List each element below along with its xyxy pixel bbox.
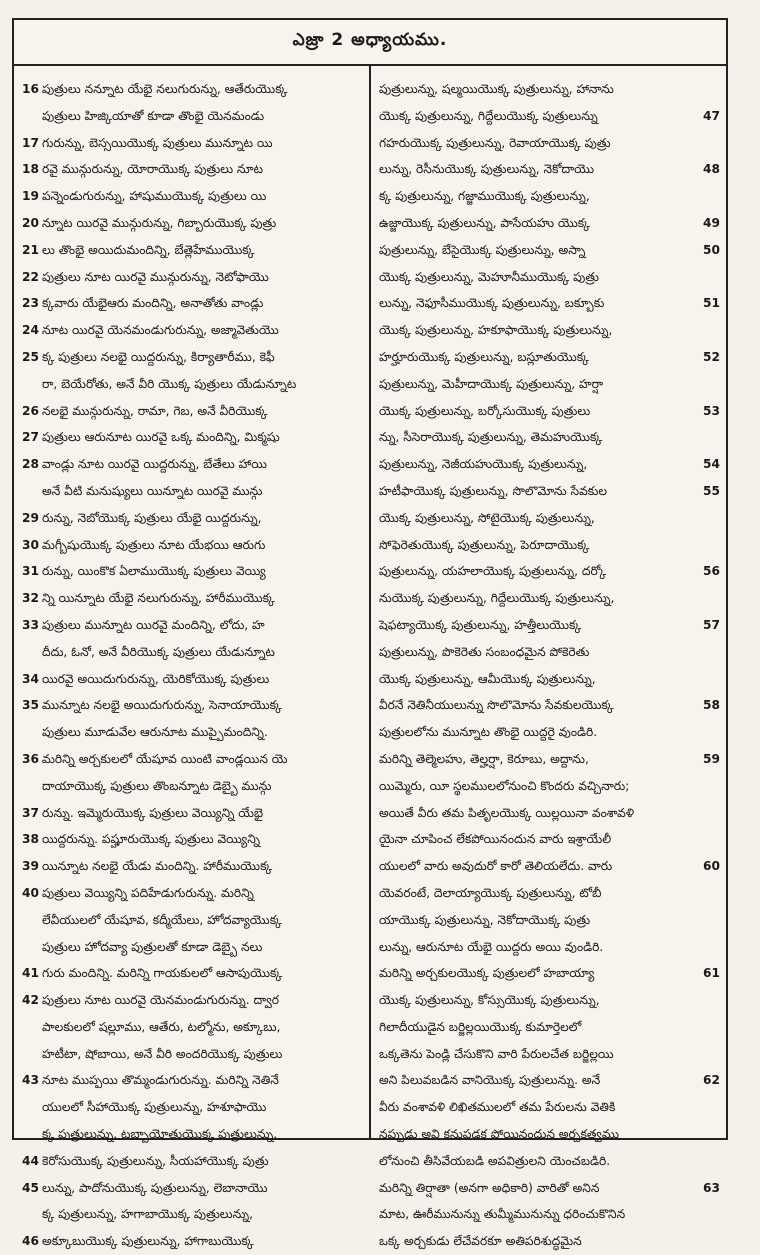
text-line	[22, 773, 363, 800]
verse-text: లున్ను, నెఫూసీముయొక్క పుత్రులున్ను, బక్బూకు	[379, 296, 605, 311]
text-line	[22, 478, 363, 505]
verse-number	[698, 264, 720, 291]
chapter-title: ఎజ్రా 2 అధ్యాయము.	[292, 30, 448, 50]
right-column	[371, 66, 726, 1249]
text-line	[379, 1121, 720, 1148]
text-line	[22, 103, 363, 130]
verse-number: 57	[703, 617, 720, 632]
columns	[14, 66, 726, 1249]
verse-text: యొక్క పుత్రులున్ను, కోస్సుయొక్క పుత్రులున్ను,	[379, 993, 600, 1008]
text-line	[22, 1228, 363, 1255]
verse-text: యొక్క పుత్రులున్ను, సోటైయొక్క పుత్రులున్ను,	[379, 510, 595, 525]
text-line	[379, 76, 720, 103]
verse-text: వాండ్లు నూట యిరవై యిద్దరున్ను, బేతేలు హాయి	[42, 457, 267, 472]
verse-text: యాయొక్క పుత్రులున్ను, నెకోదాయొక్క పుత్రు	[379, 912, 591, 927]
verse-number: 27	[22, 430, 39, 445]
text-line	[379, 424, 720, 451]
text-line	[22, 800, 363, 827]
verse-text: మున్నూట నలభై అయిదుగురున్ను, సెనాయాయొక్క	[42, 698, 282, 713]
text-line	[379, 773, 720, 800]
text-line	[22, 505, 363, 532]
verse-number	[698, 371, 720, 398]
verse-number	[698, 907, 720, 934]
verse-number	[698, 1121, 720, 1148]
verse-number: 33	[22, 617, 39, 632]
verse-text: ఒక్కతెను పెండ్లి చేసుకొని వారి పేరులచేత బర్జిల్లయి	[379, 1046, 614, 1061]
text-line	[379, 666, 720, 693]
text-line	[379, 853, 720, 880]
verse-text: పుత్రులున్ను, పొకెరెతు సంబంధమైన పోకెరెతు	[379, 644, 590, 659]
verse-text: యొక్క పుత్రులున్ను, మెహూనీముయొక్క పుత్రు	[379, 269, 600, 284]
text-line	[379, 1201, 720, 1228]
verse-number: 55	[703, 483, 720, 498]
verse-number: 58	[703, 698, 720, 713]
verse-text: పుత్రులున్ను, యహలాయొక్క పుత్రులున్ను, దర్కో	[379, 564, 607, 579]
verse-number: 51	[703, 296, 720, 311]
verse-text: పుత్రులు మున్నూట యిరవై మందిన్ని, లోదు, హ	[42, 617, 265, 632]
text-line	[379, 290, 720, 317]
text-line	[22, 987, 363, 1014]
verse-text: యులలో వారు అవుదురో కారో తెలియలేదు. వారు	[379, 859, 613, 874]
verse-text: వీరనే నెతినీయులున్ను సొలొమోను సేవకులయొక్క	[379, 698, 614, 713]
verse-number	[22, 773, 42, 800]
verse-text: లు తొంభై అయిదుమందిన్ని, బేత్లెహేముయొక్క	[42, 242, 255, 257]
verse-number	[698, 1014, 720, 1041]
verse-number: 54	[703, 457, 720, 472]
verse-text: పుత్రులలోను మున్నూట తొంభై యిద్దరై వుండిరి.	[379, 725, 598, 740]
verse-number	[698, 826, 720, 853]
verse-text: పుత్రులు మూడువేల ఆరునూట ముప్పైమందిన్ని.	[42, 725, 268, 740]
text-line	[22, 907, 363, 934]
text-line	[22, 880, 363, 907]
verse-text: ఉజ్జాయొక్క పుత్రులున్ను, పాసేయహు యొక్క	[379, 215, 591, 230]
verse-text: షెఫట్యాయొక్క పుత్రులున్ను, హత్తీలుయొక్క	[379, 617, 582, 632]
verse-number: 19	[22, 189, 39, 204]
verse-text: ఒక్క అర్చకుడు లేచేవరకూ అతిపరిశుద్ధమైన	[379, 1234, 582, 1249]
verse-text: నూట యిరవై యెనమండుగురున్ను, అజ్మావెతుయొ	[42, 323, 279, 338]
verse-number	[22, 371, 42, 398]
text-line	[379, 1014, 720, 1041]
verse-number: 23	[22, 296, 39, 311]
verse-number	[698, 987, 720, 1014]
verse-number	[698, 76, 720, 103]
verse-number	[698, 424, 720, 451]
verse-number: 26	[22, 403, 39, 418]
verse-text: న్నూట యిరవై మున్గురున్ను, గిబ్బారుయొక్క పుత్రు	[42, 215, 277, 230]
text-line	[22, 398, 363, 425]
verse-text: పుత్రులు హోదవ్యా పుత్రులతో కూడా డెబ్బై నలు	[42, 939, 263, 954]
verse-number: 60	[703, 859, 720, 874]
text-line	[22, 1175, 363, 1202]
verse-number: 47	[703, 108, 720, 123]
verse-text: లున్ను, ఆరునూట యేభై యిద్దరు అయి వుండిరి.	[379, 939, 604, 954]
text-line	[379, 398, 720, 425]
text-line	[22, 558, 363, 585]
verse-number	[22, 103, 42, 130]
verse-number: 44	[22, 1153, 39, 1168]
text-line	[22, 1201, 363, 1228]
text-line	[379, 934, 720, 961]
verse-number: 31	[22, 564, 39, 579]
text-line	[22, 424, 363, 451]
verse-text: నప్పుడు అవి కనుపడక పోయినందున అర్చకత్వము	[379, 1127, 619, 1142]
verse-number	[698, 317, 720, 344]
verse-text: యెవరంటే, దెలాయ్యాయొక్క పుత్రులున్ను, టోబీ	[379, 885, 602, 900]
verse-number	[22, 907, 42, 934]
text-line	[379, 1041, 720, 1068]
verse-text: క్క పుత్రులున్ను, హగాబాయొక్క పుత్రులున్ను,	[42, 1207, 253, 1222]
verse-number	[698, 1148, 720, 1175]
verse-number	[698, 719, 720, 746]
text-line	[22, 612, 363, 639]
verse-number: 21	[22, 242, 39, 257]
verse-text: యొక్క పుత్రులున్ను, హకూఫాయొక్క పుత్రులున్ను,	[379, 323, 613, 338]
text-line	[22, 1041, 363, 1068]
verse-number	[698, 1041, 720, 1068]
verse-number	[698, 666, 720, 693]
text-line	[22, 264, 363, 291]
left-column	[14, 66, 371, 1249]
verse-text: మరిన్ని తెల్మెలహు, తెల్హర్షా, కెరూబు, అద్దాను,	[379, 751, 589, 766]
verse-number	[698, 1228, 720, 1255]
verse-number: 20	[22, 215, 39, 230]
text-line	[22, 1121, 363, 1148]
text-line	[22, 371, 363, 398]
verse-text: పుత్రులున్ను, బేసైయొక్క పుత్రులున్ను, అస్నా	[379, 242, 586, 257]
verse-text: లున్ను, పాదోనుయొక్క పుత్రులున్ను, లెబానాయొ	[42, 1180, 268, 1195]
verse-number: 22	[22, 269, 39, 284]
text-line	[379, 639, 720, 666]
verse-number: 62	[703, 1073, 720, 1088]
verse-text: అని పిలువబడిన వానియొక్క పుత్రులున్ను. అనే	[379, 1073, 601, 1088]
verse-number	[22, 1094, 42, 1121]
text-line	[22, 237, 363, 264]
verse-text: అనే వీటి మనుష్యులు యిన్నూట యిరవై మున్గు	[42, 483, 263, 498]
text-line	[22, 317, 363, 344]
verse-number: 30	[22, 537, 39, 552]
text-line	[379, 880, 720, 907]
verse-text: సోఫెరెతుయొక్క పుత్రులున్ను, పెరూదాయొక్క	[379, 537, 590, 552]
text-line	[22, 826, 363, 853]
verse-text: కెరోసుయొక్క పుత్రులున్ను, సీయహాయొక్క పుత్రు	[42, 1153, 269, 1168]
verse-text: యొక్క పుత్రులున్ను, గిద్దేలుయొక్క పుత్రులున్ను	[379, 108, 598, 123]
text-line	[379, 130, 720, 157]
text-line	[379, 1175, 720, 1202]
text-line	[22, 692, 363, 719]
verse-number: 34	[22, 671, 39, 686]
verse-number: 36	[22, 751, 39, 766]
text-line	[22, 1014, 363, 1041]
text-line	[379, 344, 720, 371]
verse-text: మరిన్ని తిర్షాతా (అనగా అధికారి) వారితో అనిన	[379, 1180, 600, 1195]
text-line	[379, 558, 720, 585]
verse-text: పుత్రులు ఆరునూట యిరవై ఒక్క మందిన్ని, మిక్మషు	[42, 430, 280, 445]
text-line	[22, 156, 363, 183]
verse-text: న్ను, సీసెరాయొక్క పుత్రులున్ను, తెమహుయొక్క	[379, 430, 603, 445]
text-line	[22, 290, 363, 317]
verse-text: నూట ముప్పయి తొమ్మండుగురున్ను. మరిన్ని నెతినే	[42, 1073, 279, 1088]
verse-text: క్క పుత్రులున్ను, గజ్జాముయొక్క పుత్రులున్ను,	[379, 189, 590, 204]
text-line	[22, 183, 363, 210]
verse-number	[22, 639, 42, 666]
verse-number	[22, 1121, 42, 1148]
verse-text: రున్ను, నెబోయొక్క పుత్రులు యేభై యిద్దరున్ను,	[42, 510, 262, 525]
verse-text: క్క పుత్రులున్ను, టబ్బాయోతుయొక్క పుత్రులున్ను,	[42, 1127, 278, 1142]
verse-number: 46	[22, 1234, 39, 1249]
verse-number: 39	[22, 859, 39, 874]
text-line	[379, 585, 720, 612]
verse-text: వీరు వంశావళి లిఖితములలో తమ పేరులను వెతికి	[379, 1100, 616, 1115]
verse-text: దాయాయొక్క పుత్రులు తొంబన్నూట డెబ్బై మున్గు	[42, 778, 272, 793]
verse-number: 42	[22, 993, 39, 1008]
verse-text: మాట, ఊరీమునున్ను తుమ్మీమునున్ను ధరించుకొనిన	[379, 1207, 626, 1222]
verse-text: పుత్రులు వెయ్యిన్ని పదిహేడుగురున్ను. మరిన్ని	[42, 885, 254, 900]
text-line	[379, 1067, 720, 1094]
verse-number	[22, 1014, 42, 1041]
text-line	[22, 639, 363, 666]
verse-text: పుత్రులు నూట యిరవై మున్గురున్ను, నెటోఫాయొ	[42, 269, 269, 284]
verse-number: 63	[703, 1180, 720, 1195]
verse-text: గురున్ను, బెస్సయియొక్క పుత్రులు మున్నూట యి	[42, 135, 273, 150]
text-line	[379, 746, 720, 773]
text-line	[379, 960, 720, 987]
verse-text: యిన్నూట నలభై యేడు మందిన్ని. హారీముయొక్క	[42, 859, 273, 874]
verse-number	[22, 719, 42, 746]
text-line	[379, 183, 720, 210]
text-line	[22, 130, 363, 157]
verse-number	[22, 1041, 42, 1068]
text-line	[379, 317, 720, 344]
verse-text: మరిన్ని అర్చకులయొక్క పుత్రులలో హబాయ్యా	[379, 966, 595, 981]
text-line	[379, 907, 720, 934]
verse-text: న్ని యిన్నూట యేభై నలుగురున్ను, హారీముయొక్క	[42, 591, 275, 606]
verse-text: లేవీయులలో యేషూవ, కద్మీయేలు, హోదవ్యాయొక్క	[42, 912, 282, 927]
text-line	[22, 532, 363, 559]
verse-number: 59	[703, 751, 720, 766]
text-line	[379, 156, 720, 183]
verse-text: పన్నెండుగురున్ను, హాషుముయొక్క పుత్రులు యి	[42, 189, 267, 204]
text-line	[22, 585, 363, 612]
verse-number: 35	[22, 698, 39, 713]
verse-number	[698, 532, 720, 559]
text-line	[22, 719, 363, 746]
verse-text: యైనా చూపించ లేకపోయినందున వారు ఇశ్రాయేలీ	[379, 832, 612, 847]
verse-text: పుత్రులు నన్నూట యేభై నలుగురున్ను, ఆతేరుయొక్క	[42, 82, 288, 96]
verse-text: పుత్రులున్ను, షల్మయియొక్క పుత్రులున్ను, హానాను	[379, 82, 614, 96]
text-line	[379, 612, 720, 639]
verse-text: క్క పుత్రులు నలభై యిద్దరున్ను, కిర్యాతారీము, కెఫీ	[42, 349, 275, 364]
verse-number	[698, 183, 720, 210]
text-line	[22, 1094, 363, 1121]
text-line	[22, 210, 363, 237]
verse-number	[698, 880, 720, 907]
verse-text: మరిన్ని అర్చకులలో యేషూవ యింటి వాండ్లయిన యె	[42, 751, 288, 766]
text-line	[379, 505, 720, 532]
verse-text: యిమ్మెరు, యీ స్థలములలోనుంచి కొందరు వచ్చినారు;	[379, 778, 630, 793]
verse-text: రున్ను, యింకొక ఏలాముయొక్క పుత్రులు వెయ్యి	[42, 564, 266, 579]
verse-text: హటీఫాయొక్క పుత్రులున్ను, సొలొమోను సేవకుల	[379, 483, 607, 498]
verse-number	[698, 585, 720, 612]
verse-number: 40	[22, 885, 39, 900]
verse-text: దీదు, ఓనో, అనే వీరియొక్క పుత్రులు యేడున్నూట	[42, 644, 275, 659]
text-line	[22, 76, 363, 103]
verse-number	[698, 934, 720, 961]
verse-text: యొక్క పుత్రులున్ను, ఆమీయొక్క పుత్రులున్ను,	[379, 671, 596, 686]
verse-text: యులలో సీహాయొక్క పుత్రులున్ను, హశూఫాయొ	[42, 1100, 267, 1115]
verse-text: పుత్రులు హిజ్కియాతో కూడా తొంభై యెనమండు	[42, 108, 265, 123]
text-line	[22, 451, 363, 478]
verse-text: పుత్రులు నూట యిరవై యెనమండుగురున్ను. ద్వార	[42, 993, 280, 1008]
verse-number	[22, 1201, 42, 1228]
verse-number: 17	[22, 135, 39, 150]
text-line	[379, 371, 720, 398]
verse-number: 38	[22, 832, 39, 847]
verse-number: 48	[703, 162, 720, 177]
verse-text: హటీటా, షోబాయి, అనే వీరి అందరియొక్క పుత్రులు	[42, 1046, 283, 1061]
verse-number	[698, 639, 720, 666]
text-line	[22, 1148, 363, 1175]
verse-number: 32	[22, 591, 39, 606]
verse-number: 56	[703, 564, 720, 579]
verse-text: యొక్క పుత్రులున్ను, బర్కోసుయొక్క పుత్రులు	[379, 403, 591, 418]
text-line	[379, 264, 720, 291]
verse-number	[22, 478, 42, 505]
verse-number: 43	[22, 1073, 39, 1088]
page-header	[14, 20, 726, 66]
verse-text: లున్ను, రెసీనుయొక్క పుత్రులున్ను, నెకోదాయొ	[379, 162, 595, 177]
text-line	[379, 719, 720, 746]
text-line	[379, 237, 720, 264]
text-line	[22, 960, 363, 987]
verse-number	[698, 130, 720, 157]
text-line	[22, 666, 363, 693]
verse-number: 53	[703, 403, 720, 418]
verse-text: రా, బెయేరోతు, అనే వీరి యొక్క పుత్రులు యేడున్నూట	[42, 376, 297, 391]
verse-number: 25	[22, 349, 39, 364]
text-line	[379, 826, 720, 853]
verse-number: 24	[22, 323, 39, 338]
verse-text: మగ్బీషుయొక్క పుత్రులు నూట యేభయి ఆరుగు	[42, 537, 266, 552]
verse-number: 37	[22, 805, 39, 820]
verse-number: 45	[22, 1180, 39, 1195]
text-line	[22, 1067, 363, 1094]
verse-text: పుత్రులున్ను, మెహీదాయొక్క పుత్రులున్ను, హర్షా	[379, 376, 604, 391]
verse-text: గిలాదీయుడైన బర్జిల్లయియొక్క కుమార్తెలలో	[379, 1019, 582, 1034]
text-line	[379, 532, 720, 559]
verse-text: క్కవారు యేభైఆరు మందిన్ని, అనాతోతు వాండ్లు	[42, 296, 264, 311]
verse-number	[22, 934, 42, 961]
verse-number	[698, 505, 720, 532]
verse-text: లోనుంచి తీసివేయబడి అపవిత్రులని యెంచబడిరి.	[379, 1153, 611, 1168]
text-line	[379, 1148, 720, 1175]
text-line	[22, 853, 363, 880]
verse-number: 49	[703, 215, 720, 230]
text-line	[379, 1228, 720, 1255]
text-line	[379, 103, 720, 130]
verse-text: రున్ను. ఇమ్మెరుయొక్క పుత్రులు వెయ్యిన్ని యేభై	[42, 805, 264, 820]
text-line	[379, 987, 720, 1014]
verse-text: అక్కూబుయొక్క పుత్రులున్ను, హాగాబుయొక్క	[42, 1234, 254, 1249]
text-line	[379, 210, 720, 237]
verse-number: 29	[22, 510, 39, 525]
verse-number: 41	[22, 966, 39, 981]
verse-number	[698, 1094, 720, 1121]
verse-text: గహరుయొక్క పుత్రులున్ను, రెవాయాయొక్క పుత్రు	[379, 135, 611, 150]
text-line	[22, 934, 363, 961]
text-line	[379, 1094, 720, 1121]
verse-number	[698, 773, 720, 800]
verse-text: నలభై మున్గురున్ను, రామా, గెబ, అనే వీరియొక్క	[42, 403, 268, 418]
verse-text: యిరవై అయిదుగురున్ను, యెరికోయొక్క పుత్రులు	[42, 671, 270, 686]
text-line	[22, 344, 363, 371]
verse-number: 28	[22, 457, 39, 472]
verse-number: 52	[703, 349, 720, 364]
text-line	[379, 451, 720, 478]
verse-number: 18	[22, 162, 39, 177]
verse-text: పాలకులలో షల్లూము, ఆతేరు, టల్మోను, అక్కూబు,	[42, 1019, 281, 1034]
verse-text: అయితే వీరు తమ పితృలయొక్క యిల్లయినా వంశావళి	[379, 805, 635, 820]
text-line	[379, 800, 720, 827]
text-line	[379, 478, 720, 505]
verse-text: రవై మున్గురున్ను, యోరాయొక్క పుత్రులు నూట	[42, 162, 264, 177]
verse-number	[698, 800, 720, 827]
verse-number: 50	[703, 242, 720, 257]
verse-text: గురు మందిన్ని. మరిన్ని గాయకులలో ఆసాపుయొక్క	[42, 966, 283, 981]
text-line	[22, 746, 363, 773]
verse-number: 61	[703, 966, 720, 981]
bible-page	[12, 18, 728, 1249]
verse-number: 16	[22, 82, 39, 96]
verse-text: నుయొక్క పుత్రులున్ను, గిద్దేలుయొక్క పుత్రులున్ను,	[379, 591, 615, 606]
verse-text: హర్హూరుయొక్క పుత్రులున్ను, బస్లూతుయొక్క	[379, 349, 590, 364]
verse-number	[698, 1201, 720, 1228]
verse-text: పుత్రులున్ను, నెజీయహుయొక్క పుత్రులున్ను,	[379, 457, 588, 472]
text-line	[379, 692, 720, 719]
verse-text: యిద్దరున్ను. పష్హూరుయొక్క పుత్రులు వెయ్యిన్ని	[42, 832, 260, 847]
